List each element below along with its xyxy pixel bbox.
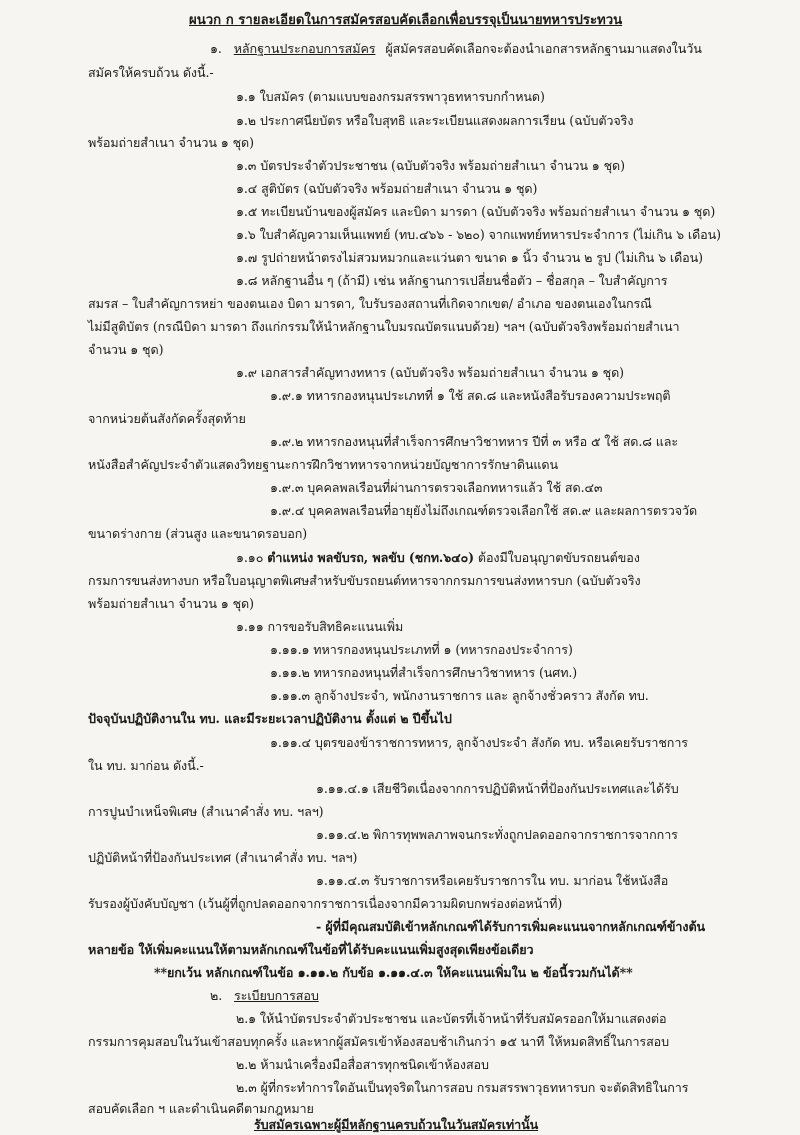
item-1-8-line3: ไม่มีสูติบัตร (กรณีบิดา มารดา ถึงแก่กรรมให้นำหลักฐานใบมรณบัตรแนบด้วย) ฯลฯ (ฉบับตัวจริงพร้อมถ่ายสำเนา bbox=[88, 319, 680, 334]
item-1-1: ๑.๑ ใบสมัคร (ตามแบบของกรมสรรพาวุธทหารบกกำหนด) bbox=[236, 89, 545, 104]
item-2-1-line1: ๒.๑ ให้นำบัตรประจำตัวประชาชน และบัตรที่เจ้าหน้าที่รับสมัครออกให้มาแสดงต่อ bbox=[236, 1011, 667, 1026]
item-1-7: ๑.๗ รูปถ่ายหน้าตรงไม่สวมหมวกและแว่นตา ขนาด ๑ นิ้ว จำนวน ๒ รูป (ไม่เกิน ๖ เดือน) bbox=[236, 250, 703, 265]
item-1-11-4-3-line1: ๑.๑๑.๔.๓ รับราชการหรือเคยรับราชการใน ทบ. มาก่อน ใช้หนังสือ bbox=[316, 873, 669, 888]
section-1-intro-line2: สมัครให้ครบถ้วน ดังนี้.- bbox=[88, 65, 214, 80]
item-1-8-line4: จำนวน ๑ ชุด) bbox=[88, 342, 164, 357]
section-2-heading: ระเบียบการสอบ bbox=[234, 988, 319, 1003]
item-1-10-line2: กรมการขนส่งทางบก หรือใบอนุญาตพิเศษสำหรับขับรถยนต์ทหารจากกรมการขนส่งทหารบก (ฉบับตัวจริง bbox=[88, 573, 641, 588]
item-1-9-2-line2: หนังสือสำคัญประจำตัวแสดงวิทยฐานะการฝึกวิชาทหารจากหน่วยบัญชาการรักษาดินแดน bbox=[88, 457, 559, 472]
section-1-intro bbox=[210, 40, 702, 58]
item-1-11-4-line1: ๑.๑๑.๔ บุตรของข้าราชการทหาร, ลูกจ้างประจำ สังกัด ทบ. หรือเคยรับราชการ bbox=[270, 735, 688, 750]
section-1-number: ๑. bbox=[210, 41, 222, 56]
item-1-11-2: ๑.๑๑.๒ ทหารกองหนุนที่สำเร็จการศึกษาวิชาทหาร (นศท.) bbox=[270, 665, 578, 680]
document-title: ผนวก ก รายละเอียดในการสมัครสอบคัดเลือกเพื่อบรรจุเป็นนายทหารประทวน bbox=[189, 13, 623, 28]
item-1-10-line1 bbox=[236, 549, 640, 567]
item-1-8-line2: สมรส – ใบสำคัญการหย่า ของตนเอง บิดา มารดา, ใบรับรองสถานที่เกิดจากเขต/ อำเภอ ของตนเองในกรณี bbox=[88, 296, 652, 311]
item-1-4: ๑.๔ สูติบัตร (ฉบับตัวจริง พร้อมถ่ายสำเนา จำนวน ๑ ชุด) bbox=[236, 181, 538, 196]
item-1-11: ๑.๑๑ การขอรับสิทธิคะแนนเพิ่ม bbox=[236, 619, 404, 634]
section-1-heading: หลักฐานประกอบการสมัคร bbox=[233, 41, 376, 56]
item-1-10-line3: พร้อมถ่ายสำเนา จำนวน ๑ ชุด) bbox=[88, 596, 254, 611]
item-1-9-1-line2: จากหน่วยต้นสังกัดครั้งสุดท้าย bbox=[88, 411, 246, 426]
footer-note: รับสมัครเฉพาะผู้มีหลักฐานครบถ้วนในวันสมัครเท่านั้น bbox=[254, 1117, 539, 1132]
item-1-8-line1: ๑.๘ หลักฐานอื่น ๆ (ถ้ามี) เช่น หลักฐานการเปลี่ยนชื่อตัว – ชื่อสกุล – ใบสำคัญการ bbox=[236, 273, 668, 288]
item-1-11-4-2-line2: ปฏิบัติหน้าที่ป้องกันประเทศ (สำเนาคำสั่ง ทบ. ฯลฯ) bbox=[88, 850, 358, 865]
item-2-3-line1: ๒.๓ ผู้ที่กระทำการใดอันเป็นทุจริตในการสอบ กรมสรรพาวุธทหารบก จะตัดสิทธิในการ bbox=[236, 1080, 689, 1095]
item-1-11-4-1-line2: การปูนบำเหน็จพิเศษ (สำเนาคำสั่ง ทบ. ฯลฯ) bbox=[88, 804, 324, 819]
item-1-6: ๑.๖ ใบสำคัญความเห็นแพทย์ (ทบ.๔๖๖ - ๖๒๐) จากแพทย์ทหารประจำการ (ไม่เกิน ๖ เดือน) bbox=[236, 227, 721, 242]
item-1-9-2-line1: ๑.๙.๒ ทหารกองหนุนที่สำเร็จการศึกษาวิชาทหาร ปีที่ ๓ หรือ ๕ ใช้ สด.๘ และ bbox=[270, 434, 679, 449]
item-1-9-1-line1: ๑.๙.๑ ทหารกองหนุนประเภทที่ ๑ ใช้ สด.๘ และหนังสือรับรองความประพฤติ bbox=[270, 388, 671, 403]
item-1-9-3: ๑.๙.๓ บุคคลพลเรือนที่ผ่านการตรวจเลือกทหารแล้ว ใช้ สด.๔๓ bbox=[270, 480, 603, 495]
note-exception: **ยกเว้น หลักเกณฑ์ในข้อ ๑.๑๑.๒ กับข้อ ๑.๑๑.๔.๓ ให้คะแนนเพิ่มใน ๒ ข้อนี้รวมกันได้** bbox=[154, 965, 633, 980]
item-1-5: ๑.๕ ทะเบียนบ้านของผู้สมัคร และบิดา มารดา (ฉบับตัวจริง พร้อมถ่ายสำเนา จำนวน ๑ ชุด) bbox=[236, 204, 716, 219]
item-1-11-4-line2: ใน ทบ. มาก่อน ดังนี้.- bbox=[88, 758, 204, 773]
item-1-11-3-line1: ๑.๑๑.๓ ลูกจ้างประจำ, พนักงานราชการ และ ลูกจ้างชั่วคราว สังกัด ทบ. bbox=[270, 688, 649, 703]
item-1-2-line2: พร้อมถ่ายสำเนา จำนวน ๑ ชุด) bbox=[88, 135, 254, 150]
note-line1: - ผู้ที่มีคุณสมบัติเข้าหลักเกณฑ์ได้รับการเพิ่มคะแนนจากหลักเกณฑ์ข้างต้น bbox=[316, 919, 706, 934]
item-1-11-4-1-line1: ๑.๑๑.๔.๑ เสียชีวิตเนื่องจากการปฏิบัติหน้าที่ป้องกันประเทศและได้รับ bbox=[316, 781, 679, 796]
item-1-3: ๑.๓ บัตรประจำตัวประชาชน (ฉบับตัวจริง พร้อมถ่ายสำเนา จำนวน ๑ ชุด) bbox=[236, 158, 625, 173]
item-1-2-line1: ๑.๒ ประกาศนียบัตร หรือใบสุทธิ และระเบียนแสดงผลการเรียน (ฉบับตัวจริง bbox=[236, 113, 634, 128]
item-1-10-number: ๑.๑๐ bbox=[236, 550, 264, 565]
item-2-1-line2: กรรมการคุมสอบในวันเข้าสอบทุกครั้ง และหากผู้สมัครเข้าห้องสอบช้าเกินกว่า ๑๕ นาที ให้หมดสิทธิ์ในการสอบ bbox=[88, 1034, 670, 1049]
section-2-number: ๒. bbox=[210, 988, 223, 1003]
item-1-11-4-3-line2: รับรองผู้บังคับบัญชา (เว้นผู้ที่ถูกปลดออกจากราชการเนื่องจากมีความผิดบกพร่องต่อหน้าที่) bbox=[88, 896, 563, 911]
item-1-9-4-line2: ขนาดร่างกาย (ส่วนสูง และขนาดรอบอก) bbox=[88, 526, 308, 541]
item-1-9: ๑.๙ เอกสารสำคัญทางทหาร (ฉบับตัวจริง พร้อมถ่ายสำเนา จำนวน ๑ ชุด) bbox=[236, 365, 624, 380]
item-1-11-1: ๑.๑๑.๑ ทหารกองหนุนประเภทที่ ๑ (ทหารกองประจำการ) bbox=[270, 642, 573, 657]
section-1-intro-tail: ผู้สมัครสอบคัดเลือกจะต้องนำเอกสารหลักฐานมาแสดงในวัน bbox=[385, 41, 702, 56]
section-2-heading-line bbox=[210, 987, 319, 1005]
item-1-11-4-2-line1: ๑.๑๑.๔.๒ พิการทุพพลภาพจนกระทั่งถูกปลดออกจากราชการจากการ bbox=[316, 827, 678, 842]
item-1-9-4-line1: ๑.๙.๔ บุคคลพลเรือนที่อายุยังไม่ถึงเกณฑ์ตรวจเลือกใช้ สด.๙ และผลการตรวจวัด bbox=[270, 503, 698, 518]
item-1-11-3-line2: ปัจจุบันปฏิบัติงานใน ทบ. และมีระยะเวลาปฏิบัติงาน ตั้งแต่ ๒ ปีขึ้นไป bbox=[88, 711, 452, 726]
item-2-2: ๒.๒ ห้ามนำเครื่องมือสื่อสารทุกชนิดเข้าห้องสอบ bbox=[236, 1057, 489, 1072]
item-2-3-line2: สอบคัดเลือก ฯ และดำเนินคดีตามกฎหมาย bbox=[88, 1101, 314, 1116]
item-1-10-bold: ตำแหน่ง พลขับรถ, พลขับ (ชกท.๖๔๐) bbox=[267, 550, 474, 565]
note-line2: หลายข้อ ให้เพิ่มคะแนนให้ตามหลักเกณฑ์ในข้อที่ได้รับคะแนนเพิ่มสูงสุดเพียงข้อเดียว bbox=[88, 942, 534, 957]
item-1-10-rest: ต้องมีใบอนุญาตขับรถยนต์ของ bbox=[477, 550, 640, 565]
